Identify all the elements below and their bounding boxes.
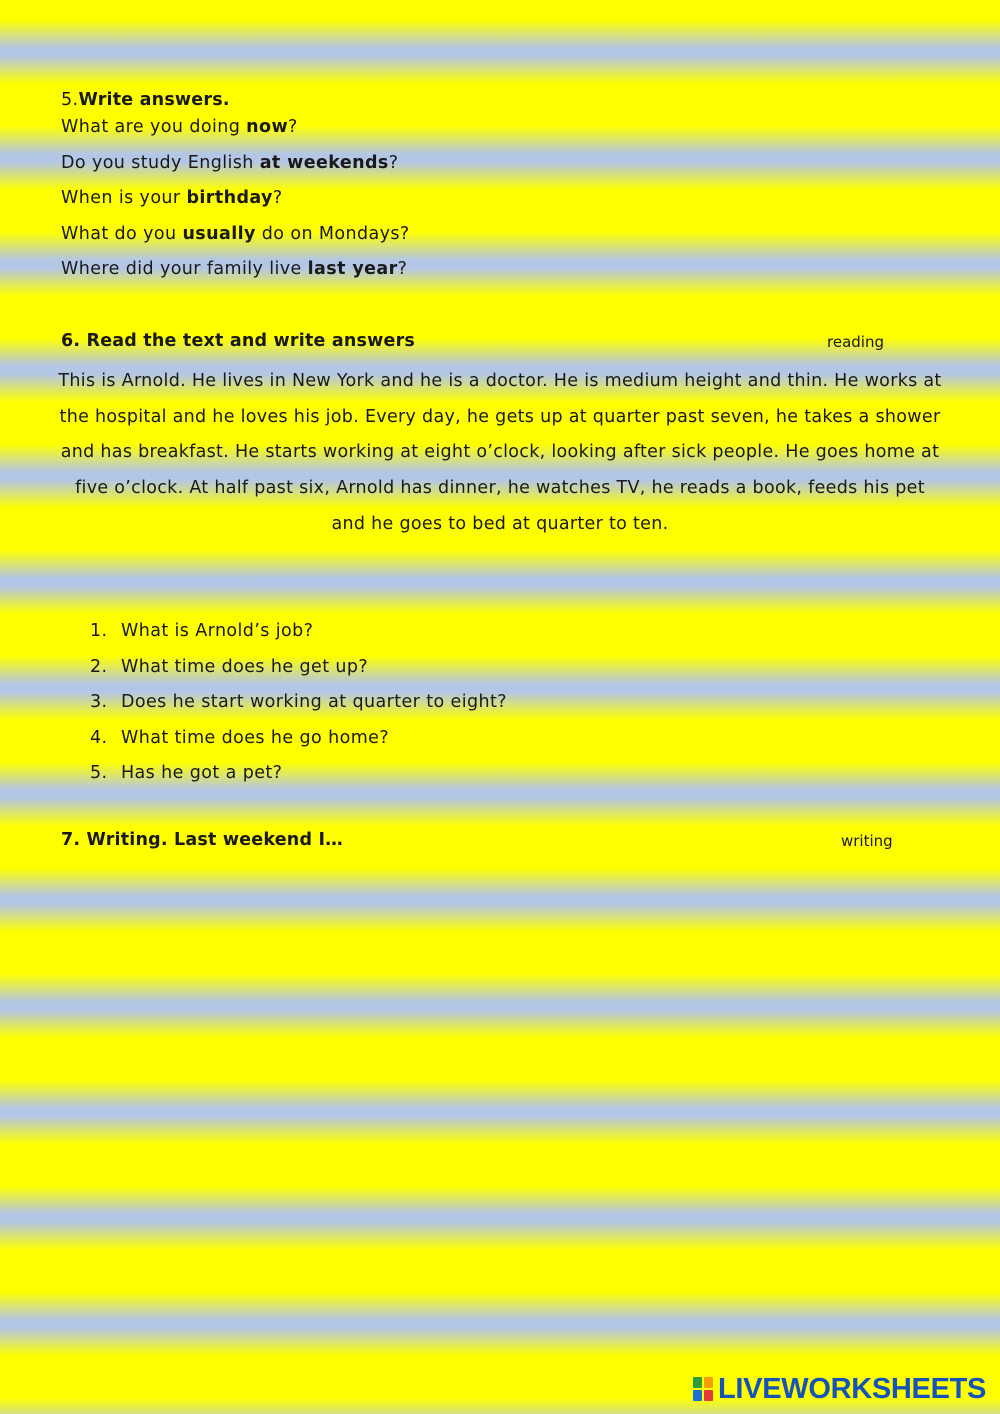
icon-block-i [704,1377,713,1388]
liveworksheets-logo[interactable] [693,1374,986,1404]
section-5-question-3 [61,186,283,210]
question-text: When is your [61,188,187,208]
question-text-end: do on Mondays? [255,224,410,244]
section-7-tag: writing [841,832,893,850]
section-7-title: 7. Writing. Last weekend I… [61,830,343,850]
question-text: What is Arnold’s job? [121,621,314,641]
section-6-tag: reading [827,333,884,351]
question-text-end: ? [397,259,408,279]
question-text: Has he got a pet? [121,763,283,784]
question-text: What do you [61,224,183,244]
list-item [90,721,507,757]
question-number: 1. [90,621,108,641]
question-text: What time does he get up? [121,656,369,677]
list-item [90,685,507,721]
question-text: What time does he go home? [121,727,390,748]
question-text-end: ? [388,153,399,173]
question-keyword: birthday [186,188,273,208]
logo-text: LIVEWORKSHEETS [718,1372,987,1405]
icon-block-e [704,1390,713,1401]
question-text-end: ? [272,188,283,208]
question-number: 5. [90,763,108,784]
question-text-end: ? [288,117,298,137]
section-5-title: Write answers. [78,90,230,110]
section-5-heading [61,88,230,112]
question-keyword: at weekends [259,153,389,173]
question-keyword: usually [182,224,256,244]
question-text: Do you study English [61,153,260,173]
question-keyword: last year [307,259,398,279]
section-5-question-4 [61,222,410,246]
list-item [90,614,507,650]
question-text: Does he start working at quarter to eight? [121,692,507,713]
icon-block-l [693,1377,702,1388]
question-number: 4. [90,727,108,748]
question-text: Where did your family live [61,259,308,279]
reading-questions-list [90,614,507,792]
question-number: 2. [90,656,108,677]
icon-block-v [693,1390,702,1401]
list-item [90,650,507,686]
reading-passage: This is Arnold. He lives in New York and he is a doctor. He is medium height and thin. He works at the hospital and he loves his job. Every day, he gets up at quarter past seven, he takes a shower and has breakfast. He starts working at eight o’clock, looking after sick people. He goes home at five o’clock. At half past six, Arnold has dinner, he watches TV, he reads a book, feeds his pet and he goes to bed at quarter to ten. [58,371,942,534]
question-number: 3. [90,692,108,713]
question-text: What are you doing [61,117,247,137]
section-5-question-5 [61,257,407,281]
live-blocks-icon [693,1377,713,1401]
section-5-question-1 [61,115,298,139]
section-5-number: 5. [61,90,79,110]
question-keyword: now [246,117,289,137]
list-item [90,756,507,792]
section-5-question-2 [61,151,398,175]
section-6-title: 6. Read the text and write answers [61,331,416,351]
